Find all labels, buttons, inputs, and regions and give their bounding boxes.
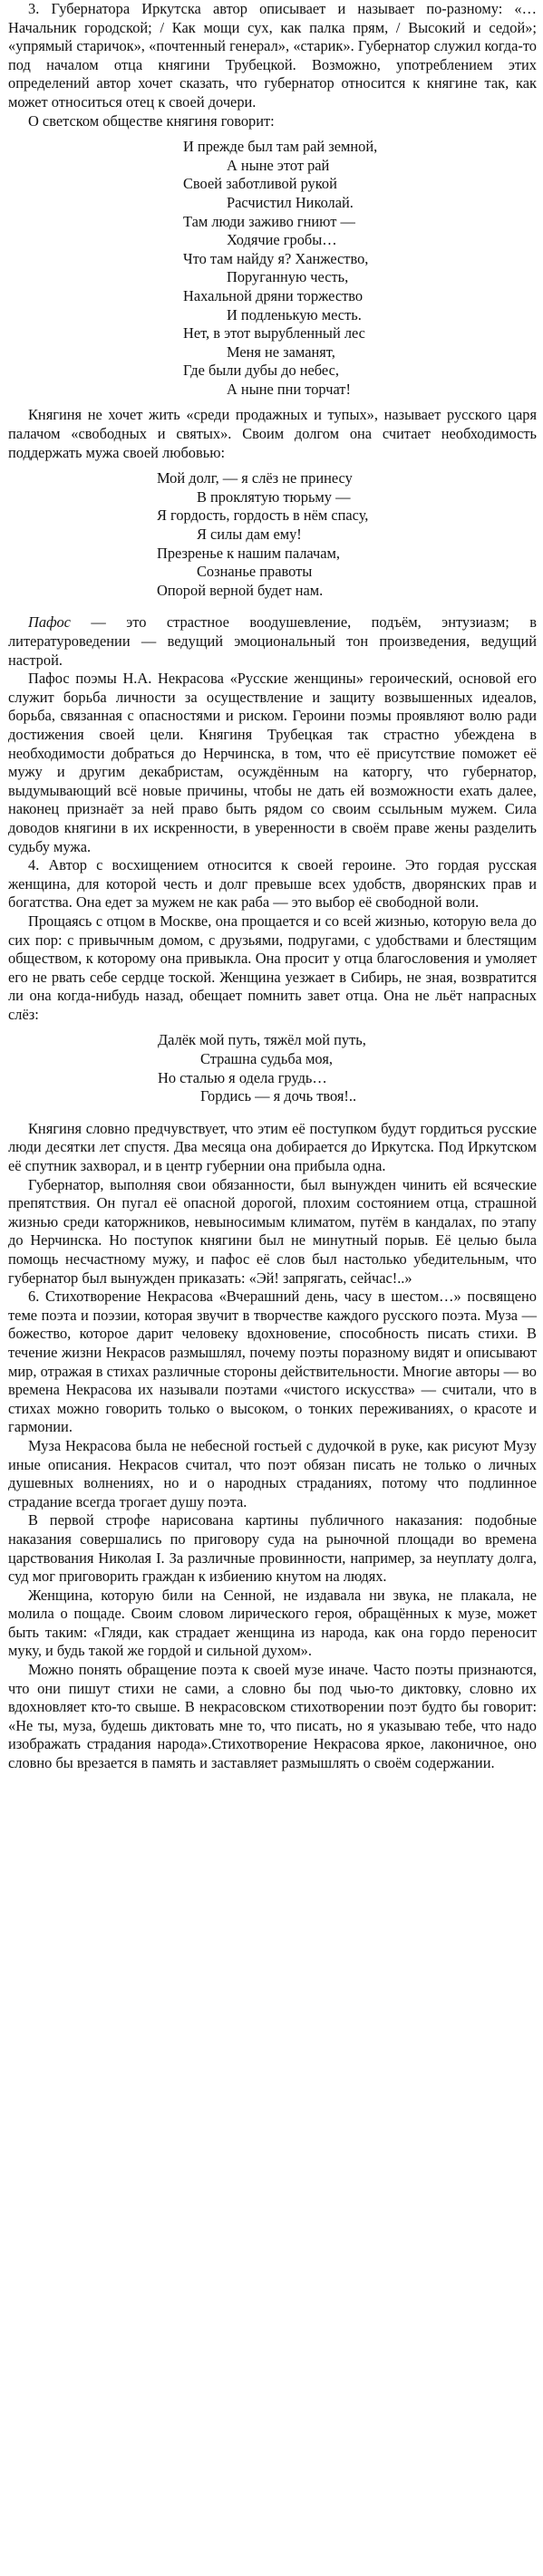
verse-line: Где были дубы до небес, bbox=[183, 362, 339, 380]
verse-line: Своей заботливой рукой bbox=[183, 175, 337, 193]
verse-line: Сознанье правоты bbox=[197, 563, 313, 581]
verse-line: Гордись — я дочь твоя!.. bbox=[200, 1087, 357, 1105]
verse-line: Презренье к нашим палачам, bbox=[157, 544, 341, 562]
verse-line: А ныне пни торчат! bbox=[227, 380, 351, 398]
spacer bbox=[8, 1114, 537, 1120]
verse-line: Нахальной дряни торжество bbox=[183, 286, 364, 304]
paragraph-duty: Княгиня не хочет жить «среди продажных и тупых», называет русского царя палачом «свободных и святых». Своим долгом она считает необходимость поддержать мужа своей любовью: bbox=[8, 406, 537, 461]
paragraph-poet-address: Можно понять обращение поэта к своей музе иначе. Часто поэты признаются, что они пишут стихи не сами, а словно бы под чью-то диктовку, словно их вдохновляет кто-то свыше. В некрасовском стихотворении поэт будто бы говорит: «Не ты, муза, будешь диктовать мне то, что писать, но я указываю тебе, что надо изображать страдания народа».Стихотворение Некрасова яркое, лаконичное, оно словно бы врезается в память и заставляет размышлять о своём содержании. bbox=[8, 1661, 537, 1772]
verse-line: Ходячие гробы… bbox=[227, 231, 337, 249]
paragraph-pathos-poem: Пафос поэмы Н.А. Некрасова «Русские женщины» героический, основой его служит борьба личности за осуществление и защиту возвышенных идеалов, борьба, связанная с опасностями и риском. Героини поэмы проявляют волю ради достижения своей цели. Княгиня Трубецкая так страстно убеждена в необходимости добраться до Нерчинска, в том, что её присутствие поможет её мужу и другим декабристам, осуждённым на каторгу, что губернатор, выдумывающий всё новые причины, чтобы не дать ей возможности ехать далее, наконец признаёт за ней право быть рядом со своим ссыльным мужем. Сила доводов княгини в их искренности, в уверенности в своём праве жены разделить судьбу мужа. bbox=[8, 670, 537, 855]
paragraph-nekrasov-muse: Муза Некрасова была не небесной гостьей с дудочкой в руке, как рисуют Музу иные описания. Некрасов считал, что поэт обязан писать не только о личных душевных волнениях, но и о народных страданиях, потому что подлинное страдание всегда трогает душу поэта. bbox=[8, 1436, 537, 1510]
verse-line: Далёк мой путь, тяжёл мой путь, bbox=[158, 1031, 366, 1049]
paragraph-journey: Княгиня словно предчувствует, что этим её поступком будут гордиться русские люди десятки лет спустя. Два месяца она добирается до Иркутска. Под Иркутском её спутник захворал, и в центр губернии она прибыла одна. bbox=[8, 1119, 537, 1175]
paragraph-pathos-definition bbox=[8, 613, 537, 670]
paragraph-first-stanza: В первой строфе нарисована картины публичного наказания: подобные наказания совершались по приговору суда на рыночной площади во времена царствования Николая I. За различные провинности, например, за неуплату долга, суд мог приговорить граждан к избиению кнутом на людях. bbox=[8, 1511, 537, 1586]
verse-line: Там люди заживо гниют — bbox=[183, 212, 355, 230]
verse-duty bbox=[8, 469, 537, 600]
paragraph-farewell: Прощаясь с отцом в Москве, она прощается и со всей жизнью, которую вела до сих пор: с привычным домом, с друзьями, подругами, с удобствами и блестящим обществом, к которому она привыкла. Она просит у отца благословения и умоляет его не рвать себе сердце тоской. Женщина уезжает в Сибирь, не зная, возвратится ли она когда-нибудь назад, обещает помнить завет отца. Она не льёт напрасных слёз: bbox=[8, 912, 537, 1023]
verse-line: Я гордость, гордость в нём спасу, bbox=[157, 507, 369, 525]
verse-line: И подленькую месть. bbox=[227, 305, 362, 323]
verse-line: Опорой верной будет нам. bbox=[157, 581, 324, 599]
paragraph-governor-description: 3. Губернатора Иркутска автор описывает и называет по-разному: «…Начальник городской; / Как мощи сух, как палка прям, / Высокий и седой»; «упрямый старичок», «почтенный генерал», «старик». Губернатор служил когда-то под началом отца княгини Трубецкой. Возможно, употреблением этих определений автор хочет сказать, что губернатор относится к княгине так, как может относиться отец к своей дочери. bbox=[8, 0, 537, 111]
verse-line: И прежде был там рай земной, bbox=[183, 138, 378, 156]
verse-line: Я силы дам ему! bbox=[197, 526, 302, 544]
verse-line: А ныне этот рай bbox=[227, 156, 330, 174]
verse-line: Нет, в этот вырубленный лес bbox=[183, 324, 365, 343]
verse-line: В проклятую тюрьму — bbox=[197, 487, 351, 506]
paragraph-woman-sennaya: Женщина, которую били на Сенной, не издавала ни звука, не плакала, не молила о пощаде. Своим словом лирического героя, обращённых к музе, может быть таким: «Гляди, как страдает женщина из народа, как она гордо переносит муку, и будь такой же гордой и сильной духом». bbox=[8, 1586, 537, 1660]
verse-line: Расчистил Николай. bbox=[227, 193, 354, 211]
verse-farewell bbox=[8, 1031, 537, 1105]
paragraph-governor-obstacles: Губернатор, выполняя свои обязанности, был вынужден чинить ей всяческие препятствия. Он пугал её опасной дорогой, плохим состоянием отца, страшной жизнью среди каторжников, невыносимым климатом, путём в кандалах, по этапу до Нерчинска. Но поступок княгини был не минутный порыв. Её целью была помощь несчастному мужу, и пафос её слов был настолько убедительным, что губернатор был вынужден приказать: «Эй! запрягать, сейчас!..» bbox=[8, 1175, 537, 1287]
verse-line: Но сталью я одела грудь… bbox=[158, 1068, 327, 1086]
verse-line: Поруганную честь, bbox=[227, 268, 349, 286]
verse-line: Меня не заманят, bbox=[227, 343, 335, 361]
definition-text: — это страстное воодушевление, подъём, энтузиазм; в литературоведении — ведущий эмоциональный тон произведения, ведущий настрой. bbox=[8, 613, 537, 669]
paragraph-author-attitude: 4. Автор с восхищением относится к своей героине. Это гордая русская женщина, для которой честь и долг превыше всех удобств, дворянских прав и богатства. Она едет за мужем не как раба — это выбор её свободной воли. bbox=[8, 856, 537, 912]
paragraph-poem-muse: 6. Стихотворение Некрасова «Вчерашний день, часу в шестом…» посвящено теме поэта и поэзии, которая звучит в творчестве каждого русского поэта. Муза — божество, которое дарит человеку вдохновение, способность писать стихи. В течение жизни Некрасов размышлял, почему поэты поразному видят и описывают мир, отражая в стихах различные стороны действительности. Многие авторы — во времена Некрасова их называли поэтами «чистого искусства» — считали, что в стихах можно говорить только о высоком, о тонких переживаниях, о красоте и гармонии. bbox=[8, 1288, 537, 1436]
verse-line: Мой долг, — я слёз не принесу bbox=[157, 469, 353, 487]
term-pathos: Пафос bbox=[28, 613, 71, 632]
verse-line: Что там найду я? Ханжество, bbox=[183, 249, 369, 267]
paragraph-society-intro: О светском обществе княгиня говорит: bbox=[28, 111, 275, 130]
verse-society bbox=[8, 138, 537, 399]
spacer bbox=[8, 607, 537, 613]
verse-line: Страшна судьба моя, bbox=[200, 1050, 333, 1068]
